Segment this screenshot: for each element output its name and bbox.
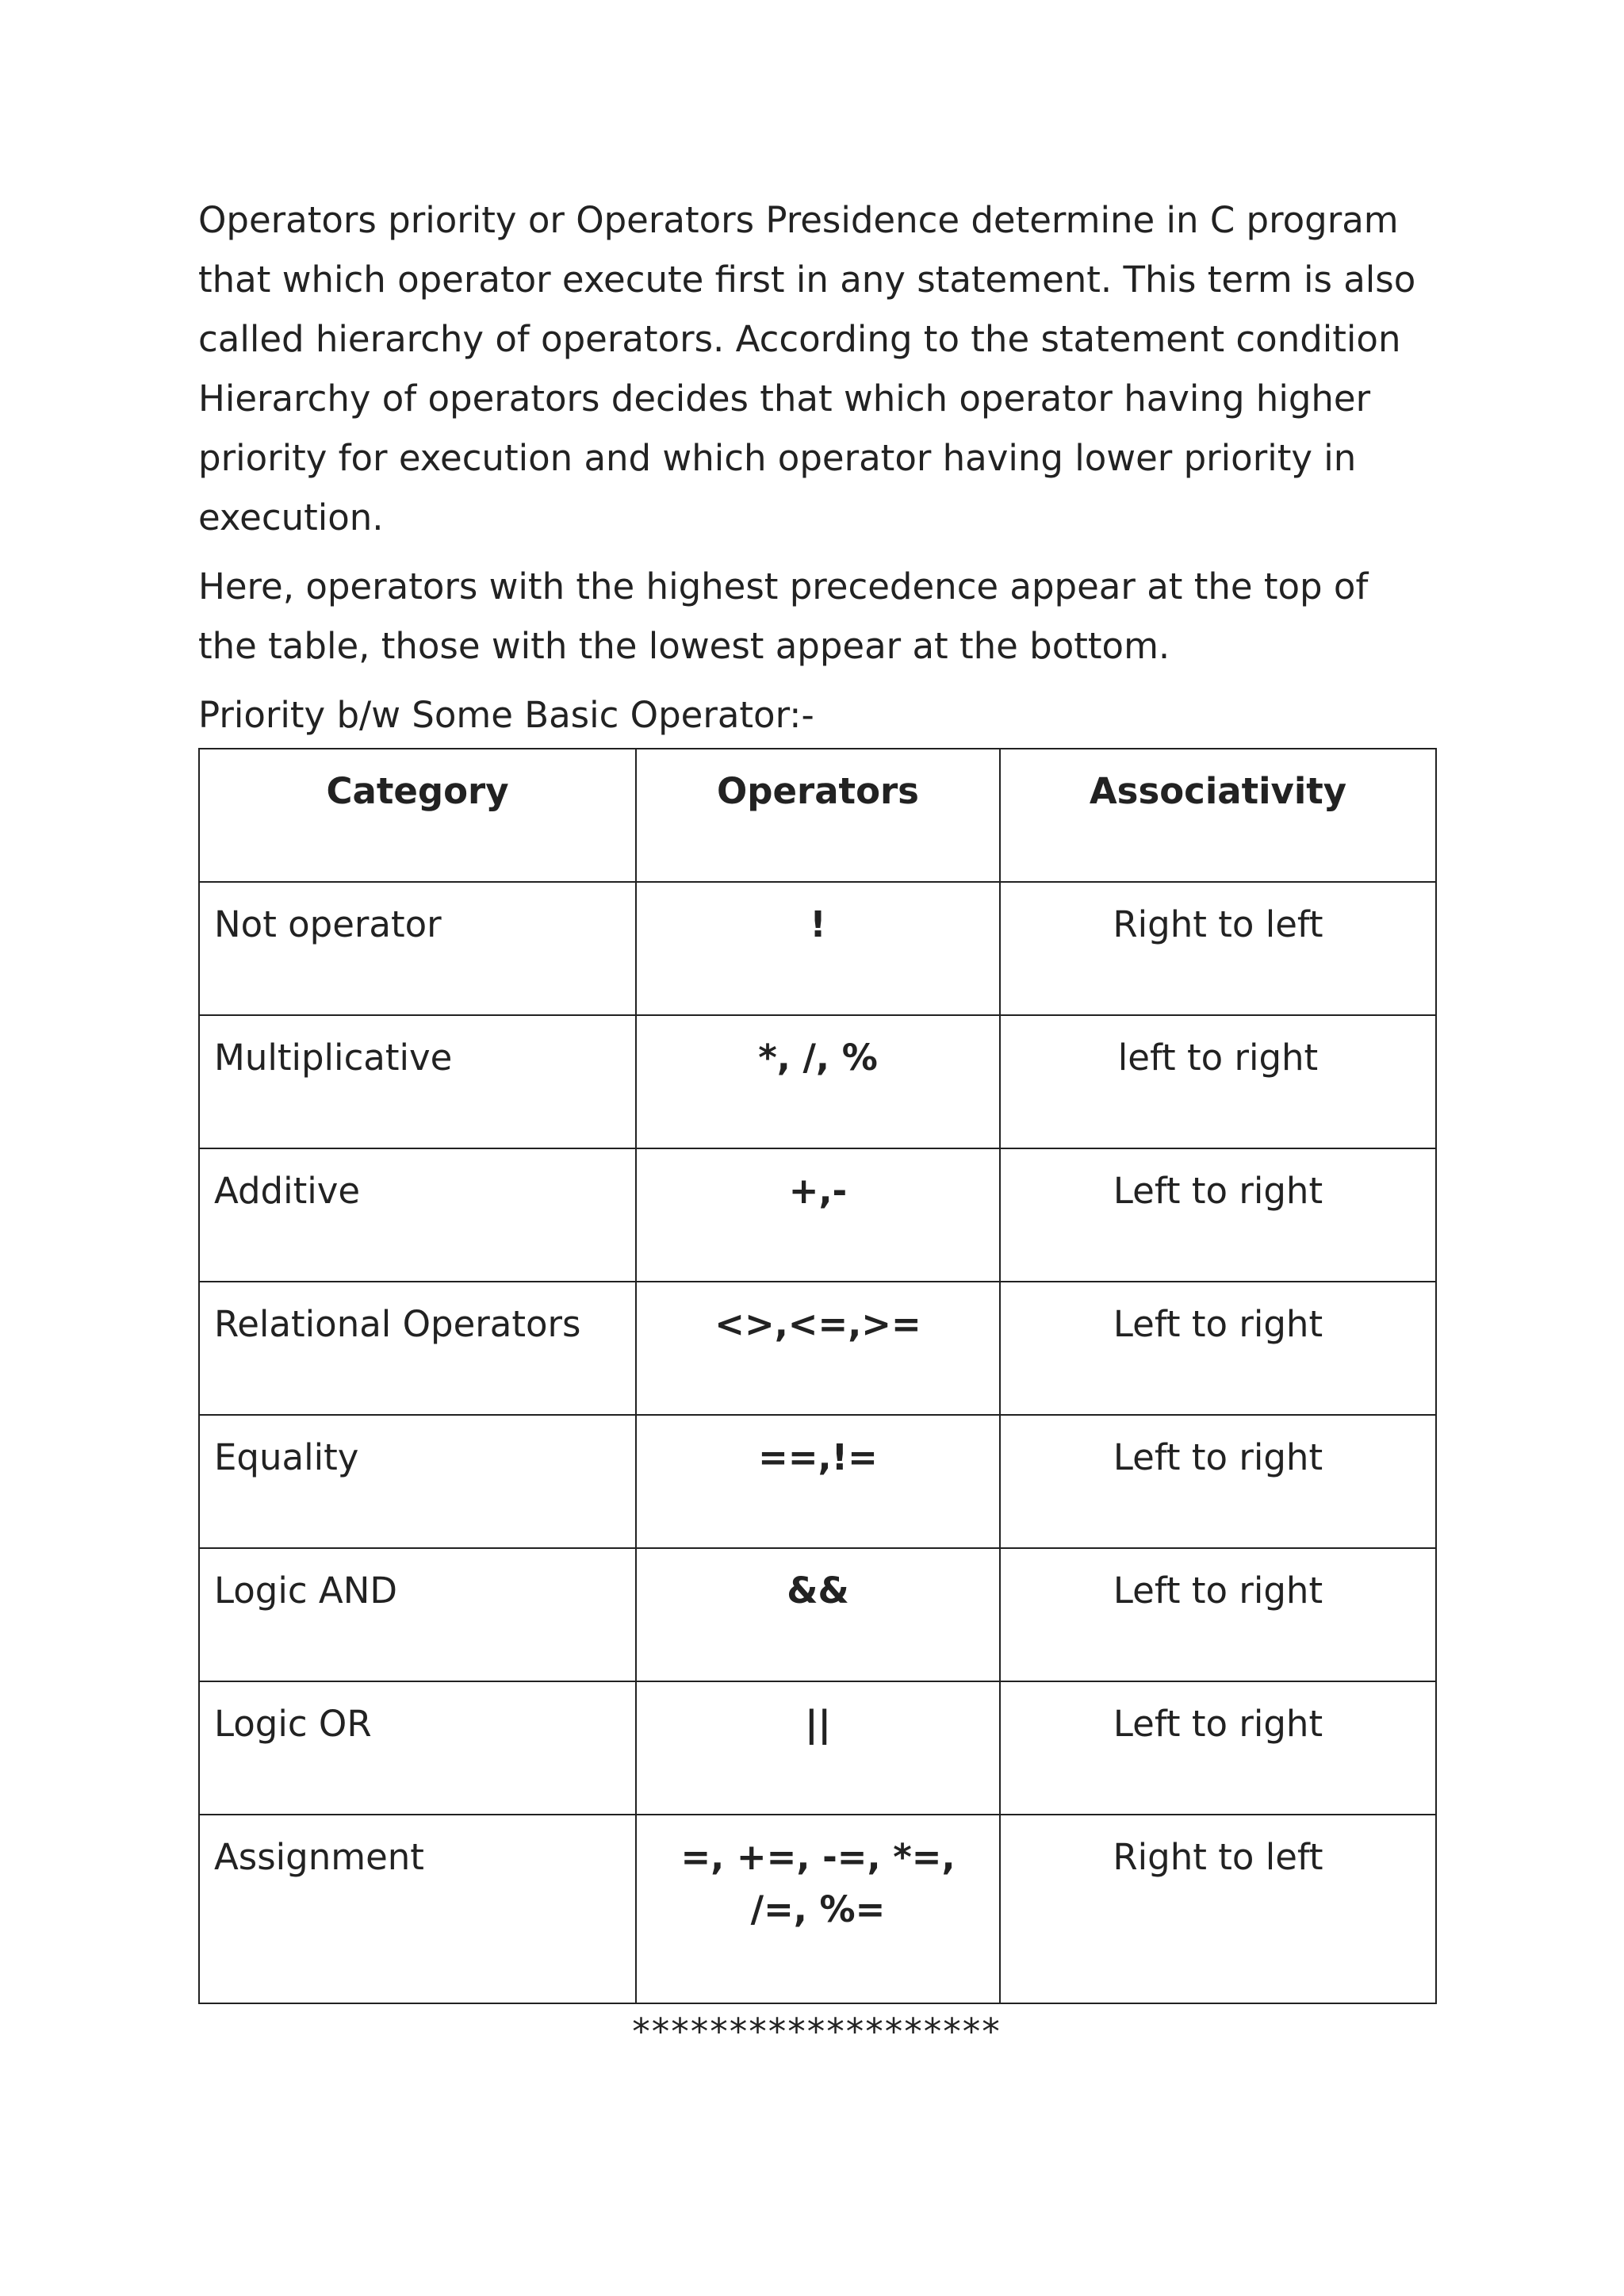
table-row	[199, 1415, 1436, 1548]
table-row	[199, 1015, 1436, 1148]
table-row	[199, 1282, 1436, 1415]
operators-cell: &&	[636, 1548, 1000, 1681]
footer-separator-stars: *******************	[632, 2010, 1002, 2053]
category-cell: Not operator	[199, 882, 636, 1015]
associativity-cell: Left to right	[1000, 1282, 1436, 1415]
associativity-cell: Right to left	[1000, 1815, 1436, 2003]
precedence-note-paragraph: Here, operators with the highest precedence appear at the top of the table, those with the lowest appear at the bottom.	[198, 565, 1369, 667]
operator-precedence-table	[198, 748, 1437, 2004]
associativity-cell: Left to right	[1000, 1548, 1436, 1681]
operators-cell: *, /, %	[636, 1015, 1000, 1148]
table-row	[199, 1815, 1436, 2003]
header-associativity: Associativity	[1000, 749, 1436, 882]
category-cell: Relational Operators	[199, 1282, 636, 1415]
associativity-cell: Left to right	[1000, 1148, 1436, 1282]
document-page	[198, 190, 1435, 2060]
operators-cell: <>,<=,>=	[636, 1282, 1000, 1415]
table-header-row	[199, 749, 1436, 882]
associativity-cell: Right to left	[1000, 882, 1436, 1015]
intro-paragraph: Operators priority or Operators Presidence determine in C program that which operator execute first in any statement. This term is also called hierarchy of operators. According to the statement condition Hierarchy of operators decides that which operator having higher priority for execution and which operator having lower priority in execution.	[198, 199, 1416, 539]
table-caption: Priority b/w Some Basic Operator:-	[198, 694, 814, 736]
operators-cell: !	[636, 882, 1000, 1015]
category-cell: Multiplicative	[199, 1015, 636, 1148]
associativity-cell: left to right	[1000, 1015, 1436, 1148]
associativity-cell: Left to right	[1000, 1415, 1436, 1548]
associativity-cell: Left to right	[1000, 1681, 1436, 1815]
operators-cell: ||	[636, 1681, 1000, 1815]
table-row	[199, 1548, 1436, 1681]
header-category: Category	[199, 749, 636, 882]
operators-cell: +,-	[636, 1148, 1000, 1282]
category-cell: Logic AND	[199, 1548, 636, 1681]
table-row	[199, 1148, 1436, 1282]
operators-cell: =, +=, -=, *=, /=, %=	[636, 1815, 1000, 2003]
table-row	[199, 882, 1436, 1015]
category-cell: Assignment	[199, 1815, 636, 2003]
operators-cell: ==,!=	[636, 1415, 1000, 1548]
category-cell: Equality	[199, 1415, 636, 1548]
category-cell: Logic OR	[199, 1681, 636, 1815]
category-cell: Additive	[199, 1148, 636, 1282]
table-row	[199, 1681, 1436, 1815]
header-operators: Operators	[636, 749, 1000, 882]
